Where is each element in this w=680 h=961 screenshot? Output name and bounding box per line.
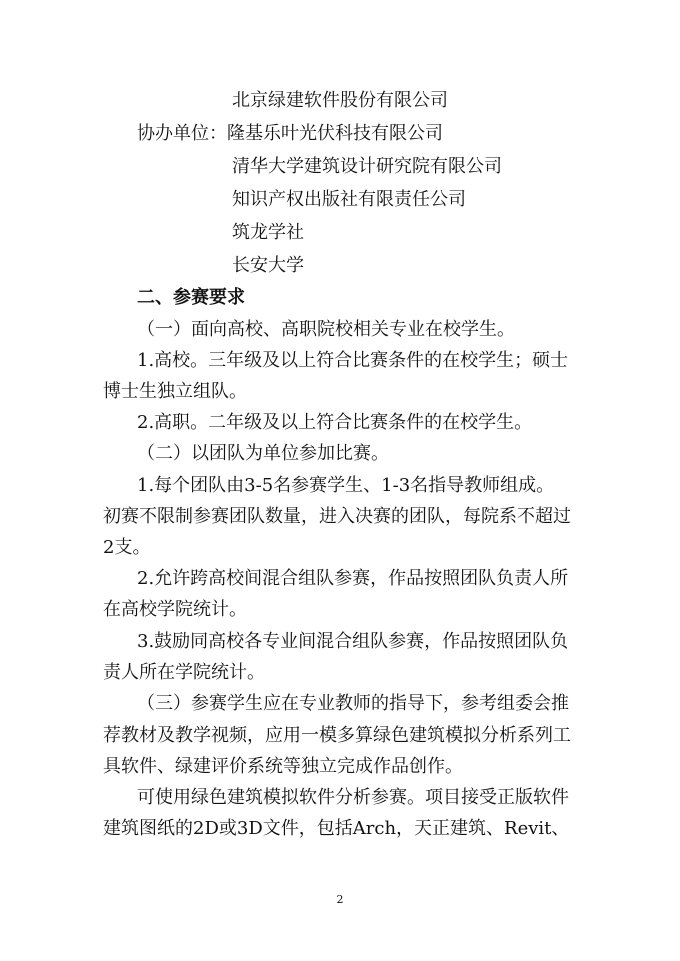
paragraph-line: 3.鼓励同高校各专业间混合组队参赛，作品按照团队负 bbox=[137, 631, 569, 652]
paragraph-line: 1.高校。三年级及以上符合比赛条件的在校学生；硕士 bbox=[137, 350, 569, 371]
paragraph-line: 具软件、绿建评价系统等独立完成作品创作。 bbox=[103, 756, 463, 777]
co-organizer-line-3: 知识产权出版社有限责任公司 bbox=[232, 189, 466, 210]
paragraph-line: 在高校学院统计。 bbox=[103, 599, 247, 620]
co-organizer-name-1: 隆基乐叶光伏科技有限公司 bbox=[227, 123, 443, 144]
co-organizer-line-5: 长安大学 bbox=[232, 255, 304, 276]
paragraph-line: 博士生独立组队。 bbox=[103, 381, 247, 402]
page-number: 2 bbox=[336, 893, 344, 906]
paragraph-line: 1.每个团队由3-5名参赛学生、1-3名指导教师组成。 bbox=[137, 475, 555, 496]
organizer-line-1: 北京绿建软件股份有限公司 bbox=[232, 90, 448, 111]
co-organizer-line-1 bbox=[137, 123, 443, 145]
paragraph-line: 2支。 bbox=[103, 537, 151, 558]
paragraph-line: 可使用绿色建筑模拟软件分析参赛。项目接受正版软件 bbox=[137, 787, 569, 808]
section-heading: 二、参赛要求 bbox=[137, 287, 245, 308]
paragraph-line: （二）以团队为单位参加比赛。 bbox=[137, 443, 389, 464]
paragraph-line: 建筑图纸的2D或3D文件，包括Arch，天正建筑、Revit、 bbox=[103, 818, 570, 839]
paragraph-line: 荐教材及教学视频，应用一模多算绿色建筑模拟分析系列工 bbox=[103, 725, 571, 746]
paragraph-line: 2.高职。二年级及以上符合比赛条件的在校学生。 bbox=[137, 412, 533, 433]
paragraph-line: 初赛不限制参赛团队数量，进入决赛的团队，每院系不超过 bbox=[103, 506, 571, 527]
co-organizer-label: 协办单位： bbox=[137, 123, 227, 144]
paragraph-line: （三）参赛学生应在专业教师的指导下，参考组委会推 bbox=[137, 693, 569, 714]
co-organizer-line-2: 清华大学建筑设计研究院有限公司 bbox=[232, 156, 502, 177]
paragraph-line: 2.允许跨高校间混合组队参赛，作品按照团队负责人所 bbox=[137, 568, 569, 589]
paragraph-line: （一）面向高校、高职院校相关专业在校学生。 bbox=[137, 319, 515, 340]
co-organizer-line-4: 筑龙学社 bbox=[232, 222, 304, 243]
paragraph-line: 责人所在学院统计。 bbox=[103, 662, 265, 683]
